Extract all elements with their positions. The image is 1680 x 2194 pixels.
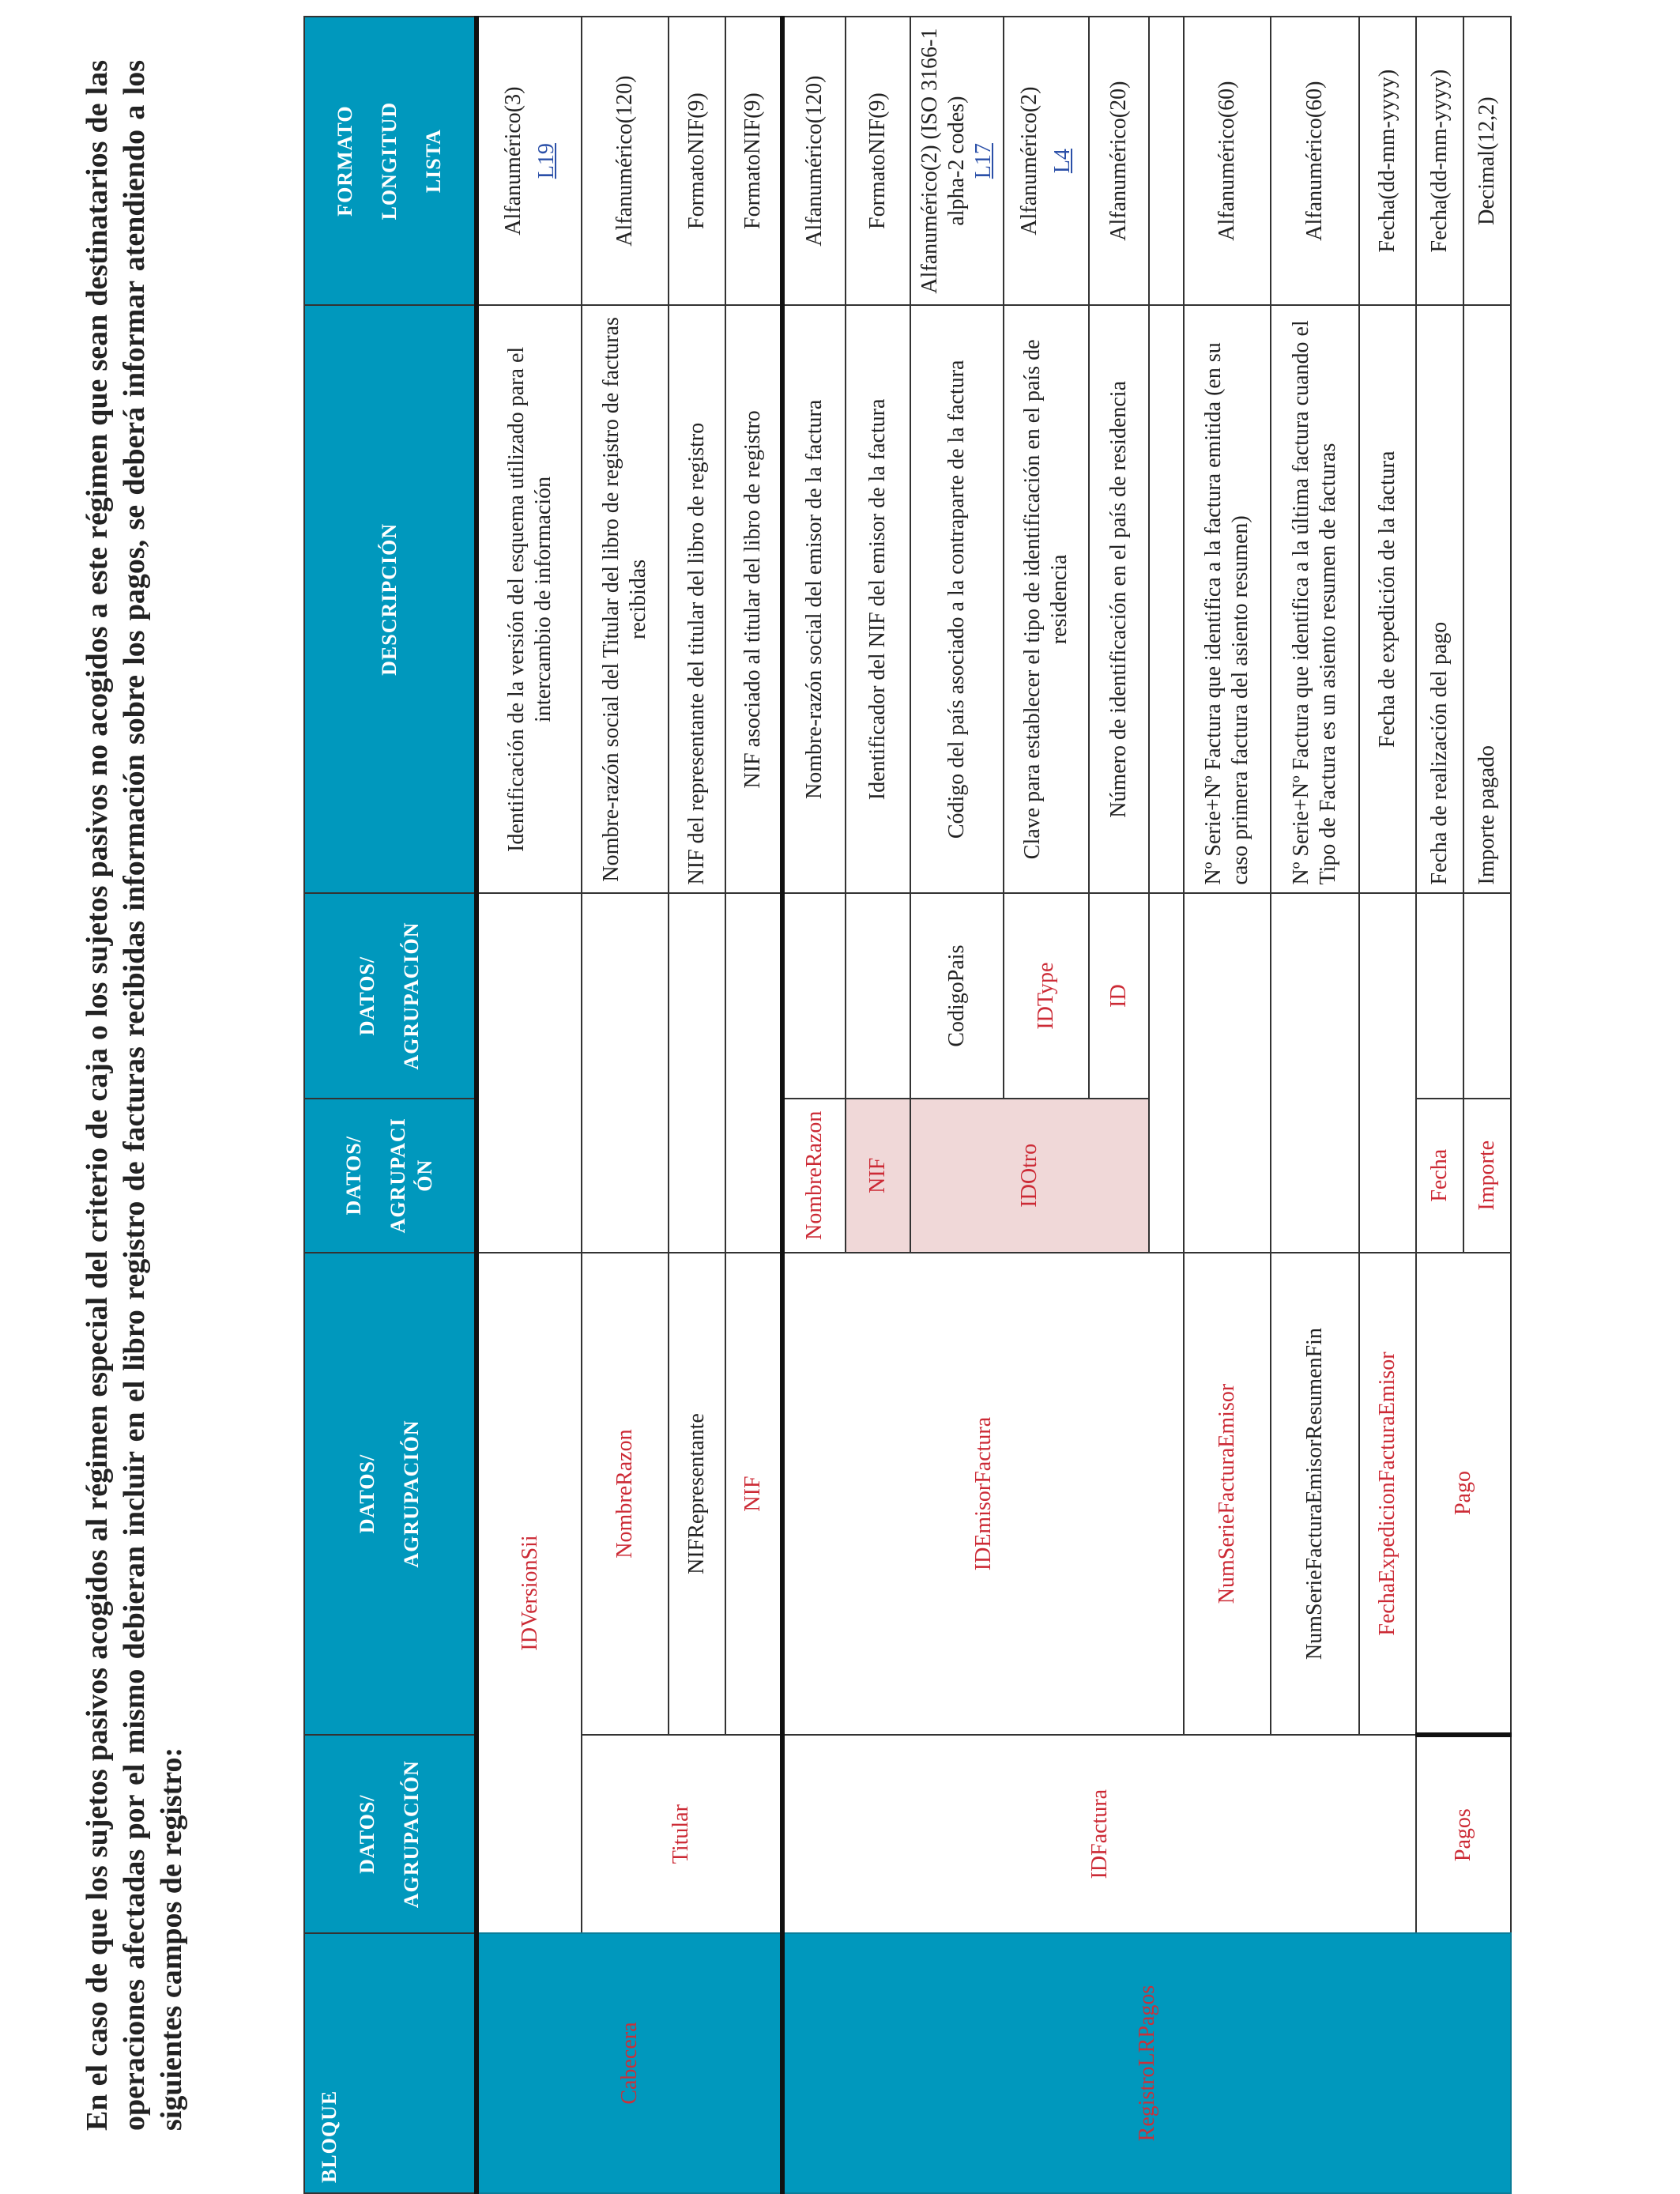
field-nombrerazon-emisor: NombreRazon <box>782 1099 846 1253</box>
field-fechaexpedicionfacturaemisor: FechaExpedicionFacturaEmisor <box>1359 1253 1416 1735</box>
block-cabecera: Cabecera <box>477 1933 782 2193</box>
header-formato: FORMATO LONGITUD LISTA <box>304 17 477 305</box>
table-row <box>1416 17 1463 2193</box>
field-idfactura: IDFactura <box>782 1735 1416 1933</box>
fmt-nombrerazon: Alfanumérico(120) <box>582 17 669 305</box>
field-pagos: Pagos <box>1416 1735 1511 1933</box>
desc-nifrepresentante: NIF del representante del titular del libro de registro <box>669 305 725 893</box>
desc-fecha: Fecha de realización del pago <box>1416 305 1463 893</box>
fmt-nif: FormatoNIF(9) <box>725 17 782 305</box>
field-idotro: IDOtro <box>910 1099 1149 1253</box>
header-row <box>304 17 477 2193</box>
desc-nombrerazon-emisor: Nombre-razón social del emisor de la factura <box>782 305 846 893</box>
field-nombrerazon: NombreRazon <box>582 1253 669 1735</box>
field-idtype: IDType <box>1004 893 1089 1098</box>
table-row <box>782 17 846 2193</box>
table-row <box>477 17 582 2193</box>
desc-nombrerazon: Nombre-razón social del Titular del libro de registro de facturas recibidas <box>582 305 669 893</box>
fmt-idtype: Alfanumérico(2) L4 <box>1004 17 1089 305</box>
list-link-l19[interactable]: L19 <box>533 143 559 179</box>
field-fecha: Fecha <box>1416 1099 1463 1253</box>
field-titular: Titular <box>582 1735 782 1933</box>
list-link-l17[interactable]: L17 <box>971 143 996 179</box>
field-codigopais: CodigoPais <box>910 893 1004 1098</box>
fmt-fecha: Fecha(dd-mm-yyyy) <box>1416 17 1463 305</box>
header-datos-3: DATOS/ AGRUPACI ÓN <box>304 1099 477 1253</box>
desc-importe: Importe pagado <box>1463 305 1511 893</box>
fmt-idversionsii: Alfanumérico(3) L19 <box>477 17 582 305</box>
desc-numseriefacturaemisor: Nº Serie+Nº Factura que identifica a la factura emitida (en su caso primera factura del asiento resumen) <box>1184 305 1271 893</box>
desc-idversionsii: Identificación de la versión del esquema utilizado para el intercambio de información <box>477 305 582 893</box>
desc-fechaexpedicionfacturaemisor: Fecha de expedición de la factura <box>1359 305 1416 893</box>
fmt-nifrepresentante: FormatoNIF(9) <box>669 17 725 305</box>
fmt-numseriefacturaemisor: Alfanumérico(60) <box>1184 17 1271 305</box>
header-bloque: BLOQUE <box>304 1933 477 2193</box>
desc-idtype: Clave para establecer el tipo de identificación en el país de residencia <box>1004 305 1089 893</box>
desc-nif-emisor: Identificador del NIF del emisor de la factura <box>846 305 910 893</box>
field-idversionsii: IDVersionSii <box>477 1253 582 1933</box>
field-numseriefacturaemisor: NumSerieFacturaEmisor <box>1184 1253 1271 1735</box>
field-idemisorfactura: IDEmisorFactura <box>782 1253 1184 1735</box>
fmt-codigopais: Alfanumérico(2) (ISO 3166-1 alpha-2 codes) L17 <box>910 17 1004 305</box>
field-nif-emisor: NIF <box>846 1099 910 1253</box>
field-pago: Pago <box>1416 1253 1511 1735</box>
field-id: ID <box>1089 893 1149 1098</box>
intro-paragraph: En el caso de que los sujetos pasivos acogidos al régimen especial del criterio de caja o los sujetos pasivos no acogidos a este régimen que sean destinatarios de las operaciones afectadas por el mismo debieran incluir en el libro registro de facturas recibidas información sobre los pagos, se deberá informar atendiendo a los siguientes campos de registro: <box>81 60 188 2131</box>
fmt-fechaexpedicionfacturaemisor: Fecha(dd-mm-yyyy) <box>1359 17 1416 305</box>
field-importe: Importe <box>1463 1099 1511 1253</box>
desc-id: Número de identificación en el país de residencia <box>1089 305 1149 893</box>
block-registrolrpagos: RegistroLRPagos <box>782 1933 1511 2193</box>
desc-codigopais: Código del país asociado a la contraparte de la factura <box>910 305 1004 893</box>
desc-nif: NIF asociado al titular del libro de registro <box>725 305 782 893</box>
header-datos-2: DATOS/ AGRUPACIÓN <box>304 1253 477 1735</box>
field-nif: NIF <box>725 1253 782 1735</box>
header-datos-4: DATOS/ AGRUPACIÓN <box>304 893 477 1098</box>
fmt-nif-emisor: FormatoNIF(9) <box>846 17 910 305</box>
fmt-numseriefacturaemisorresumenfin: Alfanumérico(60) <box>1271 17 1359 305</box>
header-descripcion: DESCRIPCIÓN <box>304 305 477 893</box>
fmt-id: Alfanumérico(20) <box>1089 17 1149 305</box>
header-datos-1: DATOS/ AGRUPACIÓN <box>304 1735 477 1933</box>
table-row <box>582 17 669 2193</box>
field-nifrepresentante: NIFRepresentante <box>669 1253 725 1735</box>
desc-numseriefacturaemisorresumenfin: Nº Serie+Nº Factura que identifica a la última factura cuando el Tipo de Factura es un asiento resumen de facturas <box>1271 305 1359 893</box>
list-link-l4[interactable]: L4 <box>1050 149 1075 174</box>
fmt-importe: Decimal(12,2) <box>1463 17 1511 305</box>
field-numseriefacturaemisorresumenfin: NumSerieFacturaEmisorResumenFin <box>1271 1253 1359 1735</box>
fmt-nombrerazon-emisor: Alfanumérico(120) <box>782 17 846 305</box>
fields-table <box>303 16 1512 2194</box>
